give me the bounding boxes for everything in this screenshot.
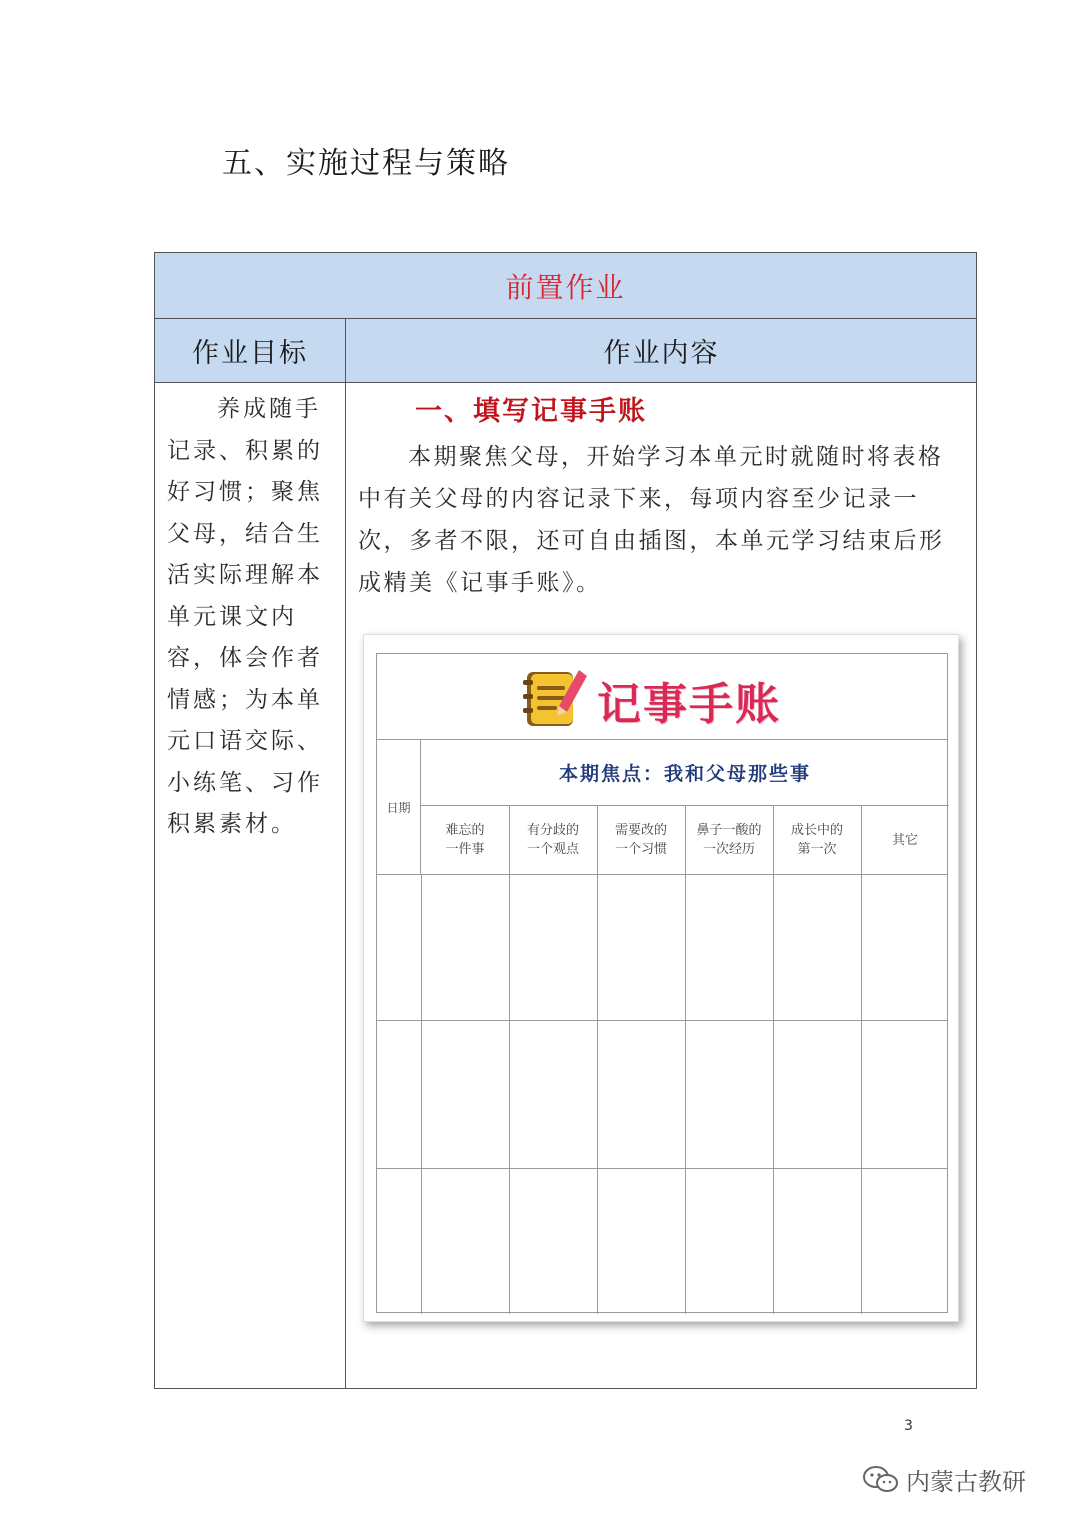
column-label-first-time: 成长中的 第一次 — [790, 823, 843, 857]
column-label-memorable-event: 难忘的 一件事 — [445, 823, 485, 857]
homework-table — [154, 252, 977, 1389]
notebook-focus: 本期焦点：我和父母那些事 — [421, 740, 949, 806]
notebook-title: 记事手账 — [597, 679, 781, 730]
notebook-grid — [376, 653, 948, 1313]
table-header: 前置作业 — [155, 253, 976, 319]
table-subheader — [155, 319, 976, 383]
wechat-icon — [862, 1465, 900, 1495]
watermark — [862, 1462, 1026, 1497]
goal-text: 养成随手记录、积累的好习惯；聚焦父母，结合生活实际理解本单元课文内容，体会作者情感；为本单元口语交际、小练笔、习作积累素材。 — [167, 396, 323, 837]
section-title: 五、实施过程与策略 — [222, 146, 510, 181]
content-paragraph: 本期聚焦父母，开始学习本单元时就随时将表格中有关父母的内容记录下来，每项内容至少记录一次，多者不限，还可自由插图，本单元学习结束后形成精美《记事手账》。 — [358, 444, 945, 596]
grid-line — [509, 806, 510, 1314]
notebook-banner — [377, 654, 947, 740]
column-header-content: 作业内容 — [603, 338, 720, 369]
grid-line — [421, 874, 422, 1314]
column-label-habit: 需要改的 一个习惯 — [614, 823, 667, 857]
column-header-goal: 作业目标 — [192, 338, 308, 369]
page-number: 3 — [904, 1418, 913, 1434]
grid-line — [377, 1020, 947, 1021]
grid-line — [861, 806, 862, 1314]
grid-line — [597, 806, 598, 1314]
column-label-moving-experience: 鼻子一酸的 一次经历 — [696, 823, 762, 857]
column-label-other: 其它 — [891, 832, 918, 848]
grid-line — [685, 806, 686, 1314]
notebook-pencil-icon — [517, 662, 589, 734]
grid-line — [773, 806, 774, 1314]
watermark-text: 内蒙古教研 — [906, 1468, 1026, 1496]
column-label-disagreement: 有分歧的 一个观点 — [526, 823, 579, 857]
date-column-label: 日期 — [377, 740, 421, 874]
content-heading: 一、填写记事手账 — [415, 396, 647, 427]
grid-line — [377, 874, 947, 875]
column-divider — [345, 319, 346, 1389]
grid-line — [377, 1168, 947, 1169]
notebook-image — [363, 634, 959, 1322]
